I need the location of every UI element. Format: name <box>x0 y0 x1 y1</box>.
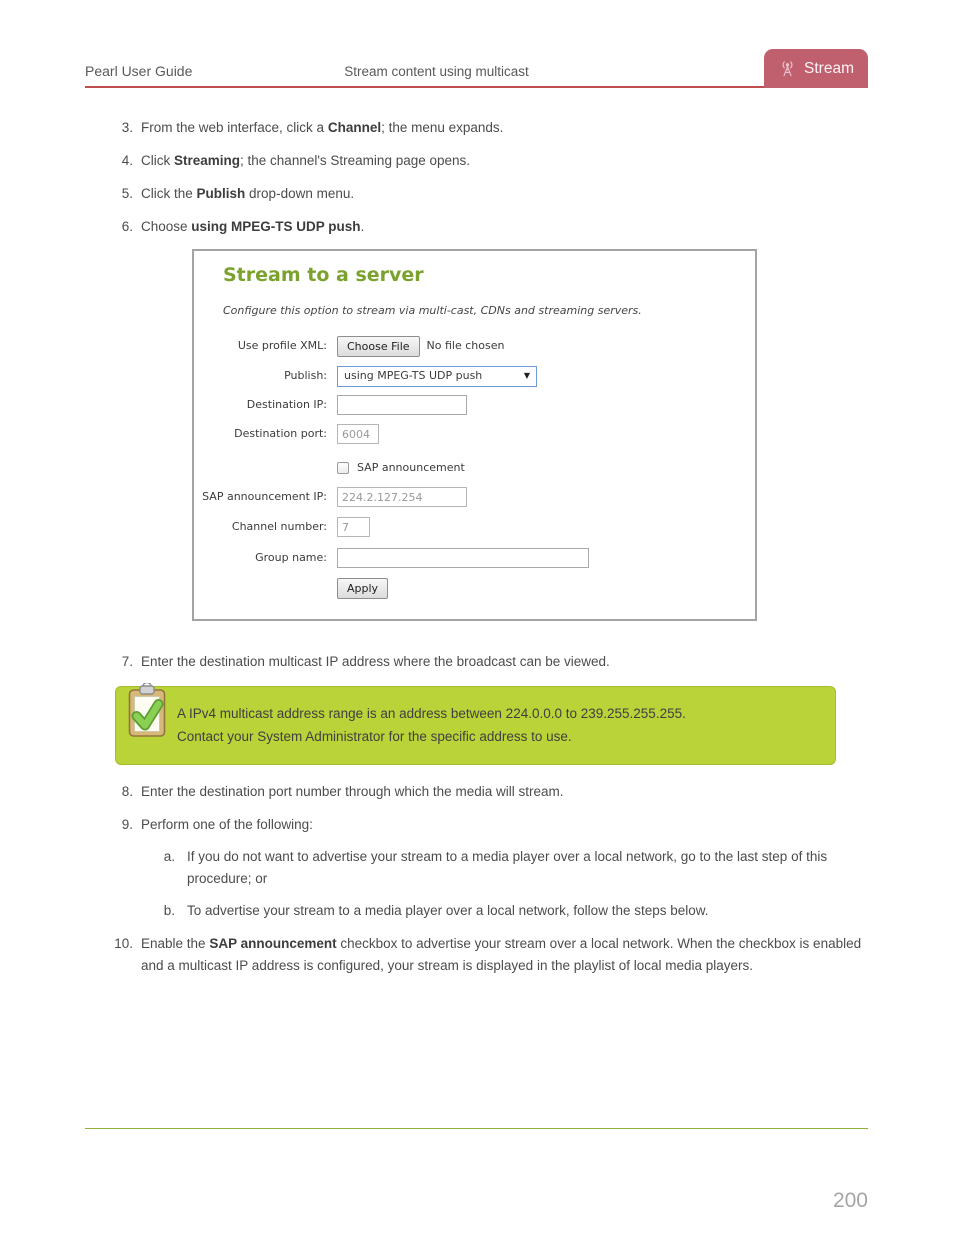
chevron-down-icon: ▼ <box>523 371 530 380</box>
use-profile-xml-row <box>194 335 755 357</box>
list-item-text <box>141 933 868 977</box>
list-item-9 <box>85 814 868 922</box>
note-line-1: A IPv4 multicast address range is an address between 224.0.0.0 to 239.255.255.255. <box>177 706 686 721</box>
list-item-6 <box>85 216 868 238</box>
publish-label: Publish: <box>284 369 327 382</box>
sap-announcement-ip-row <box>194 486 755 508</box>
publish-select[interactable] <box>337 366 537 387</box>
bold-run: SAP announcement <box>209 936 337 951</box>
stream-to-server-panel <box>192 249 757 621</box>
note-callout <box>115 686 836 765</box>
text-run: Click <box>141 153 174 168</box>
text-run: Choose <box>141 219 192 234</box>
text-run: Click the <box>141 186 197 201</box>
broadcast-antenna-icon <box>778 59 797 78</box>
list-number: 4. <box>121 153 133 168</box>
destination-port-row <box>194 423 755 445</box>
sap-announcement-checkbox[interactable] <box>337 462 349 474</box>
list-item-text <box>141 150 868 172</box>
list-number: 8. <box>121 784 133 799</box>
text-run: drop-down menu. <box>245 186 355 201</box>
note-line-2: Contact your System Administrator for the specific address to use. <box>177 729 572 744</box>
page-header <box>85 50 868 88</box>
sap-announcement-checkbox-label: SAP announcement <box>357 461 465 474</box>
apply-row <box>194 577 755 599</box>
list-number: 3. <box>121 120 133 135</box>
text-run: ; the menu expands. <box>381 120 504 135</box>
publish-selected-value: using MPEG-TS UDP push <box>344 369 483 382</box>
list-number: 5. <box>121 186 133 201</box>
channel-number-label: Channel number: <box>231 520 327 533</box>
list-item-text <box>141 183 868 205</box>
destination-port-label: Destination port: <box>234 427 327 440</box>
header-section-title: Stream content using multicast <box>344 64 529 79</box>
bold-run: Streaming <box>174 153 241 168</box>
text-run: ; the channel's Streaming page opens. <box>240 153 471 168</box>
text-run: . <box>360 219 365 234</box>
list-item-text <box>141 117 868 139</box>
list-item-text <box>141 216 868 238</box>
list-item-9b <box>141 900 868 922</box>
stream-chapter-tab <box>764 49 868 88</box>
list-item-9a <box>141 846 868 890</box>
procedure-content <box>85 117 868 988</box>
panel-subtitle: Configure this option to stream via multi-cast, CDNs and streaming servers. <box>223 304 642 317</box>
destination-port-input[interactable] <box>337 424 379 444</box>
list-item-5 <box>85 183 868 205</box>
destination-ip-input[interactable] <box>337 395 467 415</box>
text-run: Perform one of the following: <box>141 817 313 832</box>
list-number: 7. <box>121 654 133 669</box>
apply-button[interactable]: Apply <box>337 578 388 599</box>
publish-row <box>194 365 755 387</box>
bold-run: Channel <box>327 120 382 135</box>
list-item-text <box>141 814 868 922</box>
bold-run: Publish <box>196 186 246 201</box>
group-name-row <box>194 547 755 569</box>
header-guide-title: Pearl User Guide <box>85 63 193 79</box>
sap-announcement-ip-input[interactable] <box>337 487 467 507</box>
destination-ip-row <box>194 394 755 416</box>
no-file-chosen-text: No file chosen <box>426 339 505 352</box>
list-item-4 <box>85 150 868 172</box>
list-item-text: To advertise your stream to a media player over a local network, follow the steps below. <box>187 903 709 918</box>
channel-number-row <box>194 516 755 538</box>
bold-run: using MPEG-TS UDP push <box>191 219 361 234</box>
list-letter: b. <box>163 903 175 918</box>
list-letter: a. <box>163 849 175 864</box>
stream-tab-label: Stream <box>804 59 854 77</box>
list-item-text: If you do not want to advertise your stream to a media player over a local network, go to the last step of this procedure; or <box>187 849 828 886</box>
text-run: From the web interface, click a <box>141 120 328 135</box>
channel-number-input[interactable] <box>337 517 370 537</box>
choose-file-button[interactable]: Choose File <box>337 336 420 357</box>
text-run: checkbox to advertise your stream over a local network. When the checkbox is enabled and a multicast IP address is configured, your stream is displayed in the playlist of local media players. <box>141 936 862 973</box>
use-profile-xml-label: Use profile XML: <box>237 339 327 352</box>
list-number: 6. <box>121 219 133 234</box>
list-item-text: Enter the destination multicast IP address where the broadcast can be viewed. <box>141 654 610 669</box>
panel-title: Stream to a server <box>223 264 424 286</box>
list-item-text: Enter the destination port number through which the media will stream. <box>141 784 564 799</box>
sap-announcement-row <box>194 457 755 479</box>
group-name-label: Group name: <box>255 551 327 564</box>
list-number: 9. <box>121 817 133 832</box>
text-run: Enable the <box>141 936 210 951</box>
sap-announcement-ip-label: SAP announcement IP: <box>202 490 327 503</box>
page-number: 200 <box>832 1189 868 1212</box>
clipboard-check-icon <box>127 683 167 739</box>
list-item-8 <box>85 781 868 803</box>
footer-divider <box>85 1128 868 1129</box>
list-item-7 <box>85 651 868 673</box>
group-name-input[interactable] <box>337 548 589 568</box>
list-item-3 <box>85 117 868 139</box>
destination-ip-label: Destination IP: <box>246 398 327 411</box>
list-number: 10. <box>114 936 133 951</box>
list-item-10 <box>85 933 868 977</box>
